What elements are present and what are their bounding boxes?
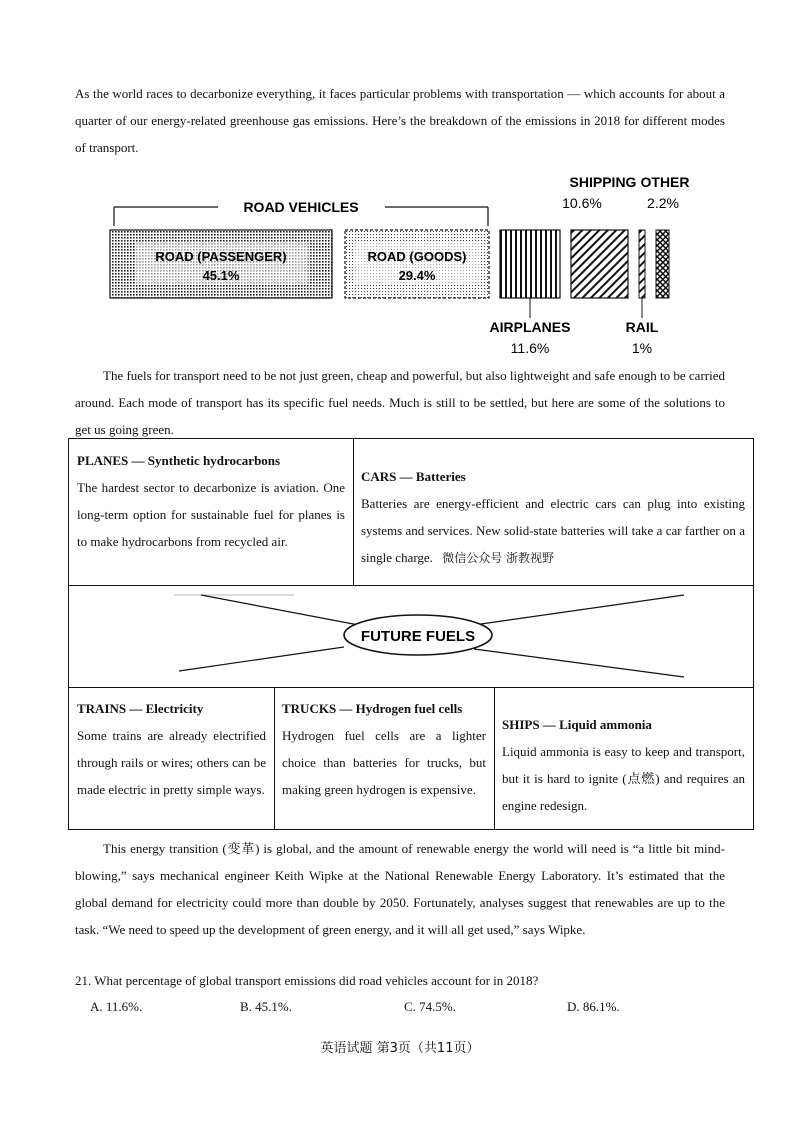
trucks-text: Hydrogen fuel cells are a lighter choice than batteries for trucks, but making green hydrogen is expensive. [282, 728, 486, 797]
watermark-text: 微信公众号 浙教视野 [442, 551, 555, 565]
future-fuels-table [68, 438, 754, 830]
cars-cell [353, 455, 753, 585]
label-airplanes: AIRPLANES [489, 319, 571, 335]
value-rail: 1% [631, 340, 653, 356]
trains-cell [69, 687, 274, 829]
label-road-goods: ROAD (GOODS) [367, 249, 467, 264]
planes-cell [69, 439, 353, 585]
ships-text: Liquid ammonia is easy to keep and transport, but it is hard to ignite (点燃) and requires an engine redesign. [502, 744, 745, 813]
trucks-cell [274, 687, 494, 829]
question-stem: 21. What percentage of global transport emissions did road vehicles account for in 2018? [75, 973, 539, 988]
label-rail: RAIL [625, 319, 659, 335]
value-airplanes: 11.6% [510, 340, 550, 356]
future-fuels-label: FUTURE FUELS [360, 628, 476, 645]
value-other: 2.2% [647, 195, 679, 211]
option-a[interactable]: A. 11.6%. [90, 999, 143, 1014]
option-c[interactable]: C. 74.5%. [404, 999, 456, 1014]
option-b[interactable]: B. 45.1%. [240, 999, 292, 1014]
ships-cell [494, 703, 753, 829]
value-road-passenger: 45.1% [202, 268, 240, 283]
future-fuels-diagram [174, 591, 694, 687]
label-shipping: SHIPPING [569, 174, 637, 190]
fuels-paragraph: The fuels for transport need to be not just green, cheap and powerful, but also lightweight and safe enough to be carried around. Each mode of transport has its specific fuel needs. Much is still to be settled, but here are some of the solutions to get us going green. [75, 368, 725, 437]
planes-heading: PLANES — Synthetic hydrocarbons [77, 453, 281, 468]
value-road-goods: 29.4% [398, 268, 436, 283]
ships-heading: SHIPS — Liquid ammonia [502, 717, 652, 732]
trains-heading: TRAINS — Electricity [77, 701, 204, 716]
intro-paragraph: As the world races to decarbonize everything, it faces particular problems with transportation — which accounts for about a quarter of our energy-related greenhouse gas emissions. Here’s the breakdown of the emissions in 2018 for different modes of transport. [75, 86, 725, 155]
planes-text: The hardest sector to decarbonize is aviation. One long-term option for sustainable fuel for planes is to make hydrocarbons from recycled air. [77, 480, 345, 549]
road-vehicles-bracket [114, 199, 488, 226]
trains-text: Some trains are already electrified through rails or wires; others can be made electric in pretty simple ways. [77, 728, 266, 797]
bar-other [656, 230, 669, 298]
value-shipping: 10.6% [562, 195, 602, 211]
label-road-passenger: ROAD (PASSENGER) [155, 249, 287, 264]
trucks-heading: TRUCKS — Hydrogen fuel cells [282, 701, 463, 716]
label-other: OTHER [640, 174, 690, 190]
transition-paragraph: This energy transition (变革) is global, and the amount of renewable energy the world will need is “a little bit mind-blowing,” says mechanical engineer Keith Wipke at the National Renewable Energy Laboratory. It’s estimated that the global demand for electricity could more than double by 2050. Fortunately, analyses suggest that renewables are up to the task. “We need to speed up the development of green energy, and it will all get used,” says Wipke. [75, 841, 725, 937]
bar-shipping [571, 230, 628, 298]
road-vehicles-label: ROAD VEHICLES [243, 199, 359, 215]
emissions-breakdown-figure [100, 168, 700, 360]
option-d[interactable]: D. 86.1%. [567, 999, 620, 1014]
cars-heading: CARS — Batteries [361, 469, 466, 484]
bar-airplanes [500, 230, 560, 298]
bar-rail [639, 230, 645, 298]
page-footer: 英语试题 第3页（共11页） [320, 1041, 480, 1056]
cars-text: Batteries are energy-efficient and electric cars can plug into existing systems and services. New solid-state batteries will take a car farther on a single charge. [361, 496, 745, 565]
